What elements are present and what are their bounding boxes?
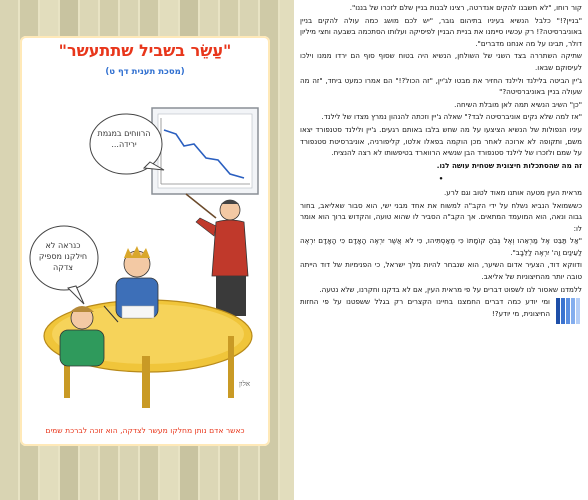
paragraph: "אז למה שלא נקים אוניברסיטה לבד?" שאלה ג'יין וזכתה להנהון נמרץ מצדו של לילנד. [321,112,582,122]
poster-subtitle: (מסכת תענית דף ט) [105,67,185,77]
background-stripe [280,0,294,500]
artist-signature: אלון [239,380,251,388]
section-bullet: • [438,174,444,184]
closing-text: ומי יודע כמה דברים החמצנו בחיינו הקצרים רק בגלל ששפטנו על פי החזות החיצונית, מי יודע?! [300,297,550,318]
speech-bubble-text: כנראה לא חילקנו מספיק צדקה [38,241,88,272]
closing-paragraph [300,296,582,319]
bold-conclusion: זה מה שהסתכלות חיצונית שטחית עושה לנו. [436,160,582,170]
seated-man-center [116,246,158,318]
decorative-stripe-block [556,298,582,324]
paragraph: "כן" השיב הנשיא תמה לאן מובלת השיחה. [454,99,582,109]
article-text-page [300,2,582,496]
paragraph: עיניו הנפולות של הנשיא הציצעו על מה שחש בלבו באותם רגעים. ג'יין ולילנד סטנפורד יצאו משם, ותקופה לא ארוכה לאחר מכן הוקמה בפאלו אלטו, קליפורניה, אוניברסיטת סטנפורד על שמם ולזכרו של לילנד סטנפורד הבן שנשיא הרווארד בטיפשותו לא רצה להנציח. [300,124,582,158]
verse-quote: "אַל תַּבֵּט אֶל מַרְאֵהוּ וְאֶל גְּבֹהַּ קוֹמָתוֹ כִּי מְאַסְתִּיהוּ, כִּי לֹא אֲשֶׁר יִרְאֶה הָאָדָם כִּי הָאָדָם יִרְאֶה לַעֵינַיִם וַה' יִרְאֶה לַלֵּבָב". [300,236,582,257]
poster-title: "עַשֵׂר בשביל שתתעשר" [58,41,232,60]
paragraph: "בניין?!" כלבל הנשיא בעיניו בתיהום גובר, "יש לכם מושג כמה עולה להקים בניין באוניברסיטה?! רק עכשיו סיימנו את בניית הבניין לפיסיקה ועלותו הסתכמה בשבעה וחצי מיליון דולר, תבינו על מה אנחנו מדברים". [300,15,582,48]
paragraph: שתיקה השתררה בצד השני של השולחן, הנשיא היה בטוח שסוף סוף הם ירדו ממנו וילכו לעיסוקם שבאו. [300,51,582,72]
paragraph: כששמואל הנביא נשלח על ידי הקב"ה למשוח את אחד מבני ישי, הוא סבור שאליאב, בחור גבוה ונאה, הוא המועמד המתאים. אך הקב"ה הסביר לו שהוא טועה, והקדוש ברוך הוא אומר לו: [300,200,582,233]
presenter-figure [186,194,248,316]
chart-bubble-text: הרווחים במגמת ירידה... [97,129,151,149]
paragraph: ודווקא דוד, הצעיר אדום השיער, הוא שנבחר להיות מלך ישראל, כי הפנימיות של דוד הייתה טובה יותר מהחיצוניות של אליאב. [300,260,582,282]
background-stripe [0,0,18,500]
paragraph: ג'יין הביטה בלילנד ולילנד החזיר את מבטו לג'יין, "זה הכול?!" הם אמרו כמעט ביחד, "זה מה שעולה בניין באוניברסיטה?" [300,75,582,97]
paragraph: מראית העין מטעה אותנו מאוד לטוב וגם לרע. [443,187,582,197]
poster-caption: כאשר אדם נותן מחלקו מעשר לצדקה, הוא זוכה לברכת שמים [45,426,245,435]
paragraph: קור רוחו, "לא חשבנו להקים אנדרטה, רצינו לבנות בניין שלם לזכרו של בננו". [349,3,582,12]
paragraph: ללמדנו שאסור לנו לשפוט דברים על פי מראית העין, אם לא בדקנו וחקרנו, שלא נטעה. [319,284,582,294]
whiteboard [152,108,258,194]
